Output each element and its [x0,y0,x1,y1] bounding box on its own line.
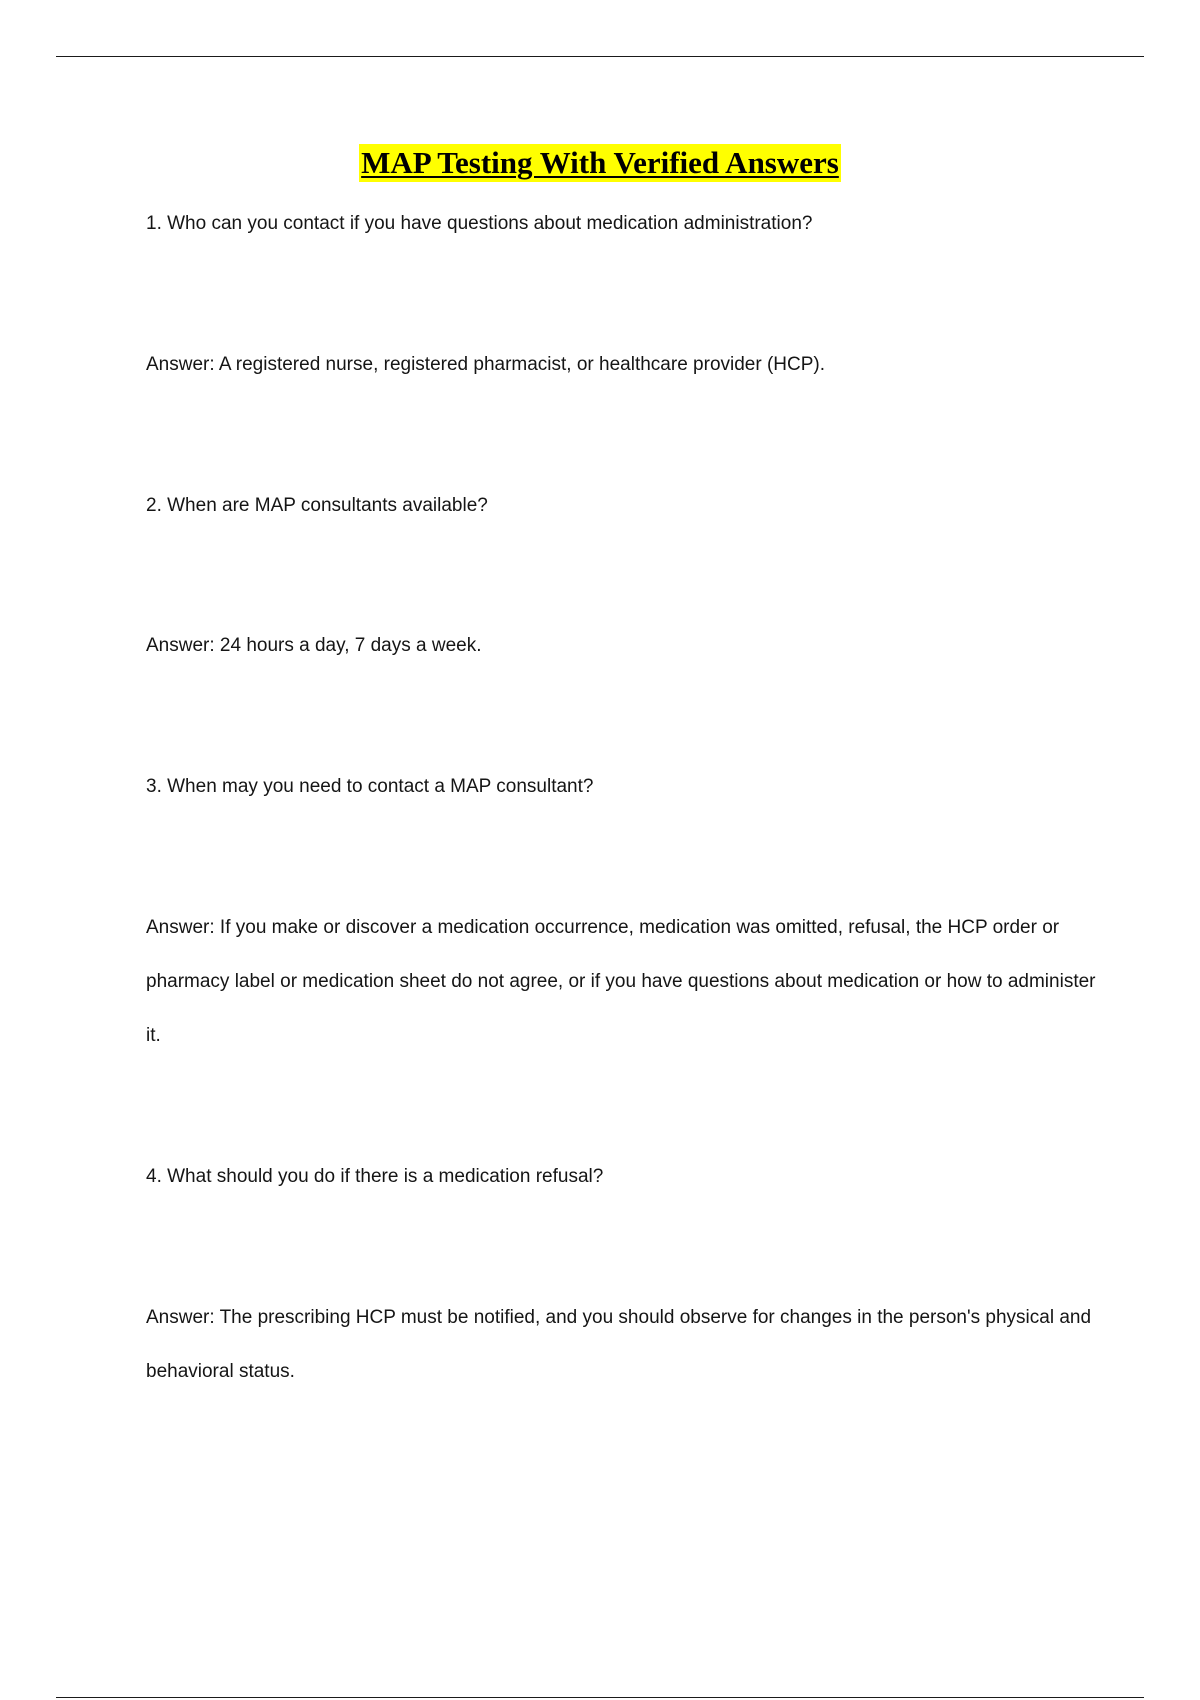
footer-rule [56,1697,1144,1698]
answer-3: Answer: If you make or discover a medication occurrence, medication was omitted, refusal, the HCP order or pharmacy label or medication sheet do not agree, or if you have questions about medication or how to administer it. [146,917,1096,1046]
answer-4: Answer: The prescribing HCP must be notified, and you should observe for changes in the person's physical and behavioral status. [146,1307,1092,1382]
title-block [0,144,1200,182]
question-1: 1. Who can you contact if you have questions about medication administration? [146,213,813,234]
question-3: 3. When may you need to contact a MAP consultant? [146,776,594,797]
header-rule [56,56,1144,57]
page-title: MAP Testing With Verified Answers [361,145,839,180]
answer-2: Answer: 24 hours a day, 7 days a week. [146,635,482,656]
answer-1: Answer: A registered nurse, registered pharmacist, or healthcare provider (HCP). [146,354,826,375]
question-2: 2. When are MAP consultants available? [146,495,488,516]
question-4: 4. What should you do if there is a medication refusal? [146,1166,604,1187]
